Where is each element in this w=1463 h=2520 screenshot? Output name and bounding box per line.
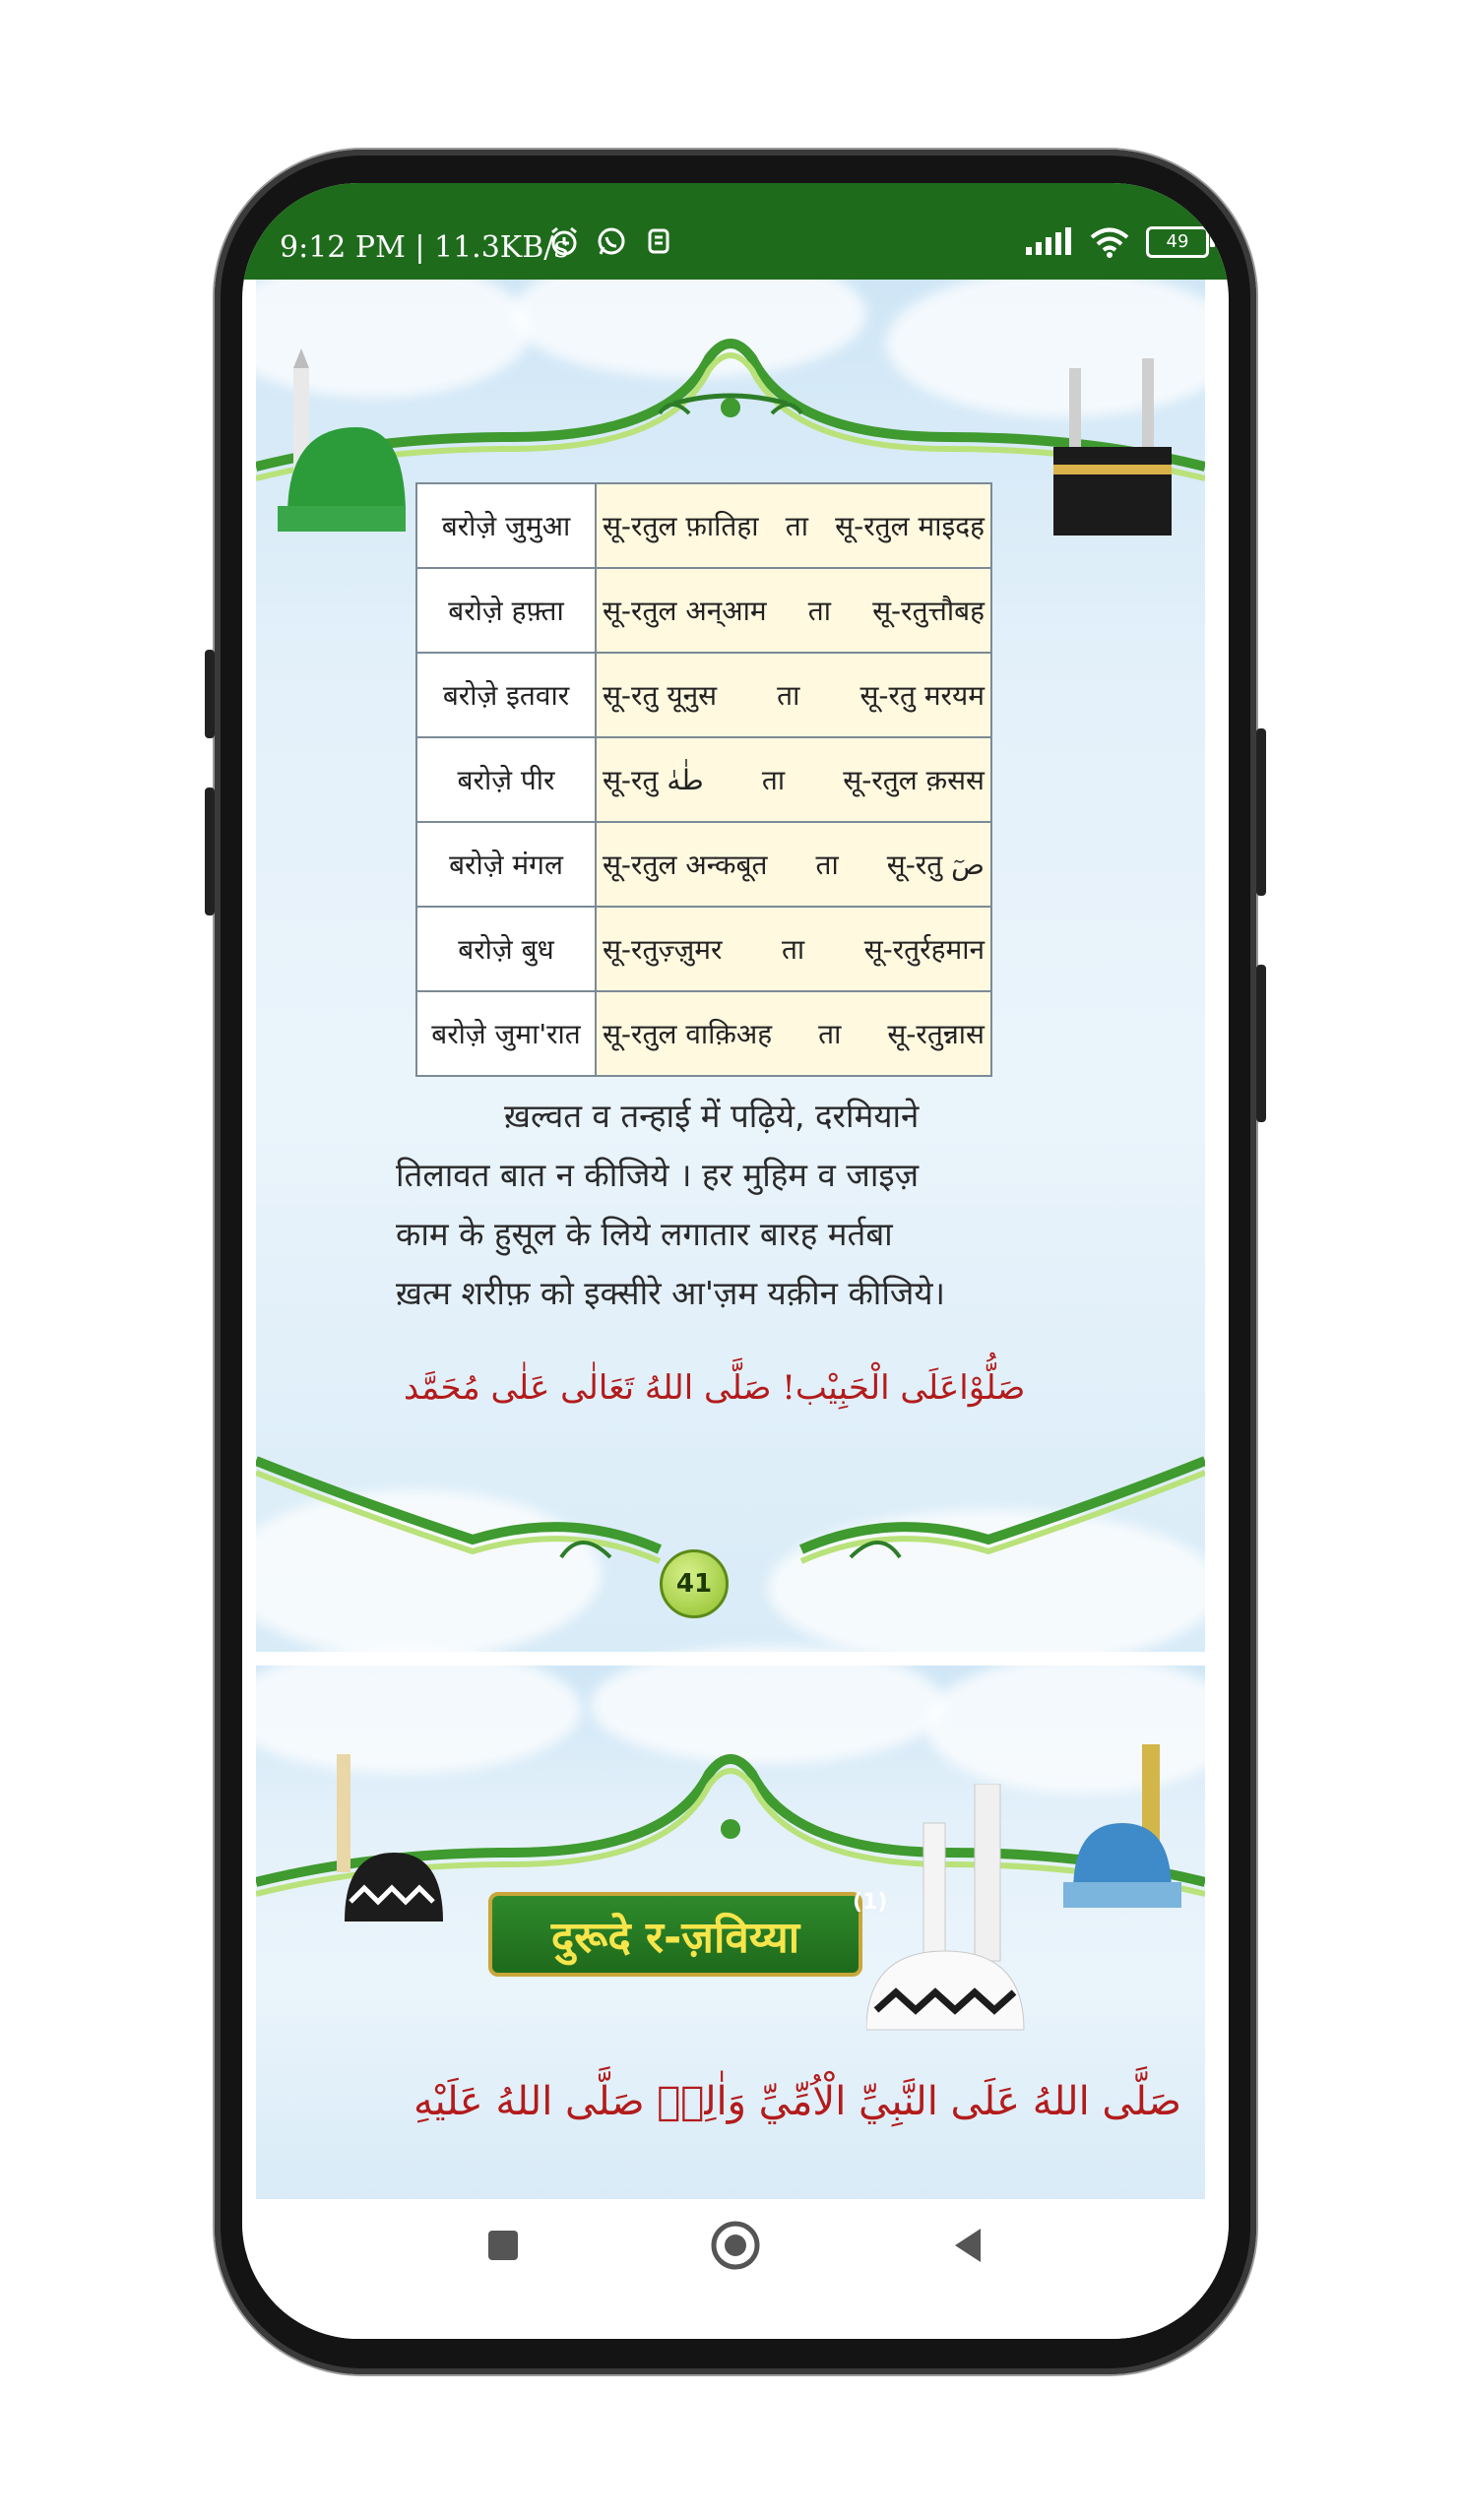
schedule-range bbox=[596, 822, 991, 907]
blue-dome-image bbox=[1063, 1744, 1191, 1912]
book-page-41 bbox=[256, 280, 1205, 1652]
schedule-from: सू-रतु यूनुस bbox=[603, 679, 718, 712]
schedule-range bbox=[596, 737, 991, 822]
schedule-to: सू-रतुन्नास bbox=[887, 1018, 985, 1050]
schedule-to: सू-रतुल माइदह bbox=[835, 510, 985, 542]
schedule-sep: ता bbox=[777, 679, 800, 712]
schedule-from: सू-रतुल अन्आम bbox=[603, 595, 767, 627]
instruction-paragraph bbox=[396, 1087, 1006, 1323]
schedule-sep: ता bbox=[761, 764, 786, 796]
schedule-sep: ता bbox=[807, 595, 831, 627]
schedule-day: बरोज़े इतवार bbox=[416, 653, 596, 737]
schedule-range bbox=[596, 907, 991, 991]
schedule-day: बरोज़े जुमुआ bbox=[416, 483, 596, 568]
phone-power-button bbox=[1256, 728, 1266, 896]
schedule-sep: ता bbox=[785, 510, 808, 542]
paragraph-line: ख़त्म शरीफ़ को इक्सीरे आ'ज़म यक़ीन कीजिये। bbox=[396, 1274, 946, 1312]
schedule-from: सू-रतु طٰهٰ bbox=[603, 764, 704, 796]
schedule-row bbox=[416, 483, 991, 568]
schedule-range bbox=[596, 483, 991, 568]
shrine-image bbox=[325, 1744, 443, 1922]
paragraph-line: काम के हुसूल के लिये लगातार बारह मर्तबा bbox=[396, 1215, 893, 1253]
phone-side-button bbox=[205, 650, 215, 738]
schedule-from: सू-रतुल वाक़िअह bbox=[603, 1018, 773, 1050]
schedule-range bbox=[596, 568, 991, 653]
green-dome-image bbox=[268, 348, 406, 545]
status-time: 9:12 PM | 11.3KB/s bbox=[280, 230, 569, 265]
schedule-row bbox=[416, 991, 991, 1076]
phone-volume-button bbox=[1256, 965, 1266, 1122]
signal-icon bbox=[1024, 227, 1073, 257]
paragraph-line: ख़ल्वत व तन्हाई में पढ़िये, दरमियाने bbox=[504, 1097, 920, 1135]
home-button[interactable] bbox=[701, 2211, 770, 2280]
schedule-range bbox=[596, 991, 991, 1076]
status-bar bbox=[242, 183, 1229, 280]
durood-title-banner: दुरूदे र-ज़विय्या bbox=[488, 1892, 862, 1977]
schedule-from: सू-रतुल अन्कबूत bbox=[603, 849, 768, 881]
schedule-day: बरोज़े पीर bbox=[416, 737, 596, 822]
schedule-to: सू-रतुर्रहमान bbox=[863, 933, 985, 966]
schedule-sep: ता bbox=[781, 933, 805, 966]
surah-schedule-table bbox=[415, 482, 992, 1077]
recents-button[interactable] bbox=[469, 2211, 538, 2280]
schedule-to: सू-रतुल क़सस bbox=[843, 764, 985, 796]
schedule-from: सू-रतुल फ़ातिहा bbox=[603, 510, 759, 542]
wifi-icon bbox=[1089, 226, 1130, 258]
schedule-to: सू-रतु मरयम bbox=[859, 679, 985, 712]
schedule-day: बरोज़े जुमा'रात bbox=[416, 991, 596, 1076]
schedule-sep: ता bbox=[815, 849, 839, 881]
schedule-to: सू-रतुत्तौबह bbox=[872, 595, 985, 627]
phone-side-button bbox=[205, 788, 215, 915]
schedule-day: बरोज़े मंगल bbox=[416, 822, 596, 907]
schedule-day: बरोज़े बुध bbox=[416, 907, 596, 991]
bottom-ornament-frame bbox=[256, 1421, 1205, 1569]
page-number-badge: 41 bbox=[660, 1549, 729, 1618]
title-superscript: (1) bbox=[853, 1890, 888, 1915]
schedule-sep: ता bbox=[818, 1018, 842, 1050]
schedule-to: सू-रतु صٓ bbox=[886, 849, 985, 881]
schedule-row bbox=[416, 907, 991, 991]
schedule-row bbox=[416, 737, 991, 822]
schedule-row bbox=[416, 653, 991, 737]
white-shrine-image bbox=[866, 1784, 1063, 2040]
notification-icon bbox=[642, 224, 675, 258]
battery-icon: 49 bbox=[1146, 226, 1209, 258]
schedule-day: बरोज़े हफ़्ता bbox=[416, 568, 596, 653]
back-button[interactable] bbox=[933, 2211, 1002, 2280]
kaaba-image bbox=[1044, 358, 1191, 545]
durood-arabic-line: صَلَّى اللهُ عَلَى النَّبِيِّ الْاُمِّيِّ وَاٰلِهٖ صَلَّى اللهُ عَلَيْهِ bbox=[413, 2079, 1181, 2124]
schedule-from: सू-रतुज़्ज़ुमर bbox=[603, 933, 723, 966]
schedule-range bbox=[596, 653, 991, 737]
schedule-row bbox=[416, 822, 991, 907]
whatsapp-icon bbox=[595, 224, 628, 258]
schedule-row bbox=[416, 568, 991, 653]
paragraph-line: तिलावत बात न कीजिये । हर मुहिम व जाइज़ bbox=[396, 1156, 920, 1194]
salutation-text: صَلُّوْاعَلَى الْحَبِيْب! صَلَّى اللهُ تَعَالٰى عَلٰى مُحَمَّد bbox=[404, 1368, 1026, 1408]
alarm-icon bbox=[547, 224, 581, 258]
